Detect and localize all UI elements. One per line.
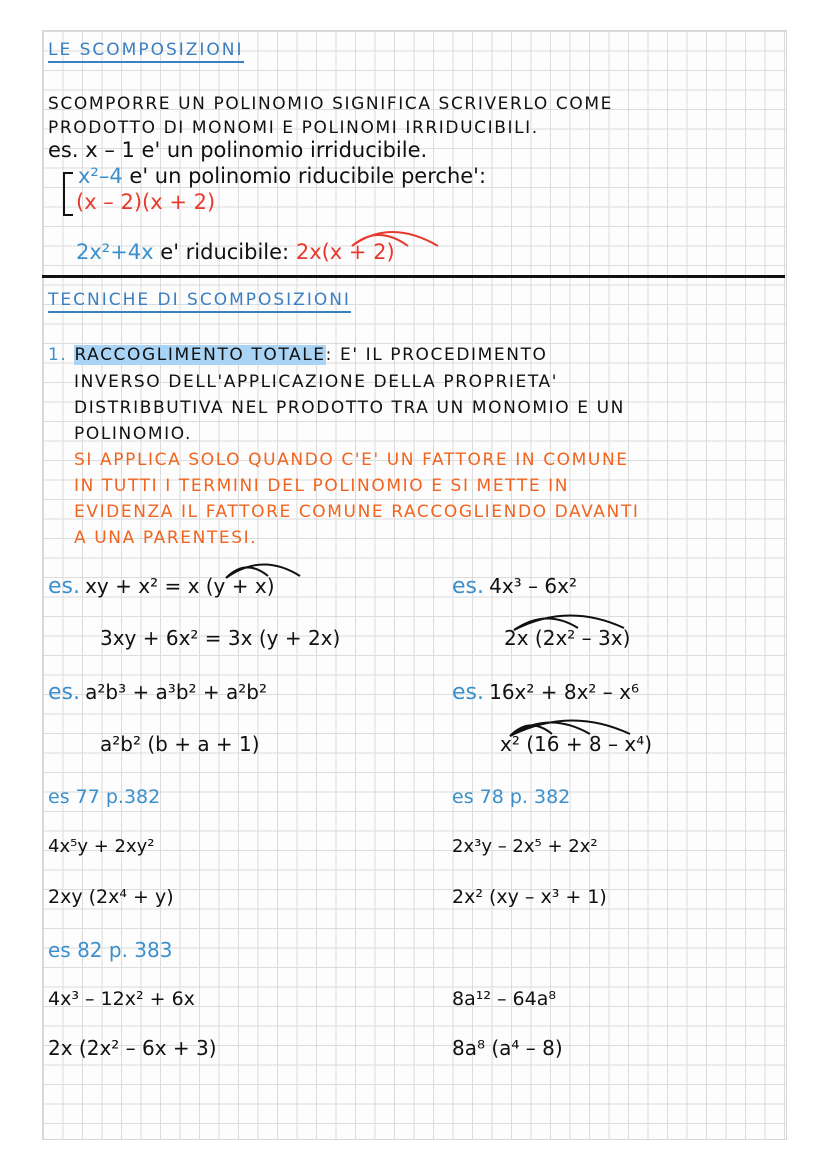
example-c [48,680,267,705]
example-a-expression: xy + x² = x (y + x) [85,574,275,598]
es-label: es. [452,680,484,705]
rule-line-2: IN TUTTI I TERMINI DEL POLINOMIO E SI METTE IN [74,476,570,496]
exercise-77-question: 4x⁵y + 2xy² [48,836,155,857]
page-title: LE SCOMPOSIZIONI [48,40,244,63]
intro-line-1: SCOMPORRE UN POLINOMIO SIGNIFICA SCRIVERLO COME [48,94,613,114]
es-label: es. [452,574,484,599]
rule-line-3: EVIDENZA IL FATTORE COMUNE RACCOGLIENDO DAVANTI [74,502,640,522]
example-b-expression: 4x³ – 6x² [489,574,577,598]
exercise-82-question-1: 4x³ – 12x² + 6x [48,988,195,1010]
technique-name: RACCOGLIMENTO TOTALE [74,345,326,365]
example-irreducible: es. x – 1 e' un polinomio irriducibile. [48,138,428,162]
intro-line-2: PRODOTTO DI MONOMI E POLINOMI IRRIDUCIBILI. [48,118,539,138]
technique-definition-4: POLINOMIO. [74,424,192,444]
exercise-82-question-2: 8a¹² – 64a⁸ [452,988,556,1010]
collect-arrows [338,224,478,254]
collect-text: e' riducibile: [160,240,290,264]
exercise-82-answer-1: 2x (2x² – 6x + 3) [48,1036,217,1060]
example-a-second: 3xy + 6x² = 3x (y + 2x) [100,626,341,650]
exercise-77-title: es 77 p.382 [48,786,161,808]
exercise-77-answer: 2xy (2x⁴ + y) [48,886,174,908]
example-b [452,574,577,599]
rule-line-1: SI APPLICA SOLO QUANDO C'E' UN FATTORE IN COMUNE [74,450,629,470]
example-reducible [78,164,486,188]
section-title: TECNICHE DI SCOMPOSIZIONI [48,290,351,313]
collect-expression: 2x²+4x [76,240,154,264]
exercise-82-title: es 82 p. 383 [48,938,173,962]
example-c-result: a²b² (b + a + 1) [100,732,260,756]
reducible-factored: (x – 2)(x + 2) [76,190,216,214]
example-d-result: x² (16 + 8 – x⁴) [500,732,653,756]
bracket [63,172,73,216]
technique-definition-2: INVERSO DELL'APPLICAZIONE DELLA PROPRIETA' [74,372,558,392]
technique-definition-3: DISTRIBBUTIVA NEL PRODOTTO TRA UN MONOMIO E UN [74,398,625,418]
es-label: es. [48,680,80,705]
technique-number: 1. [48,345,68,365]
collect-result: 2x(x + 2) [295,240,395,264]
example-d-expression: 16x² + 8x² – x⁶ [489,680,640,704]
es-label: es. [48,574,80,599]
technique-definition-start: : E' IL PROCEDIMENTO [325,345,548,365]
exercise-82-answer-2: 8a⁸ (a⁴ – 8) [452,1036,563,1060]
rule-line-4: A UNA PARENTESI. [74,528,258,548]
example-c-expression: a²b³ + a³b² + a²b² [85,680,267,704]
example-b-result: 2x (2x² – 3x) [504,626,631,650]
reducible-text: e' un polinomio riducibile perche': [129,164,487,188]
section-divider [42,275,785,278]
example-d [452,680,639,705]
exercise-78-answer: 2x² (xy – x³ + 1) [452,886,607,908]
exercise-78-question: 2x³y – 2x⁵ + 2x² [452,836,598,857]
exercise-78-title: es 78 p. 382 [452,786,571,808]
technique-1-heading [48,345,548,365]
reducible-expression: x²–4 [78,164,123,188]
example-a-arrows [222,556,312,582]
